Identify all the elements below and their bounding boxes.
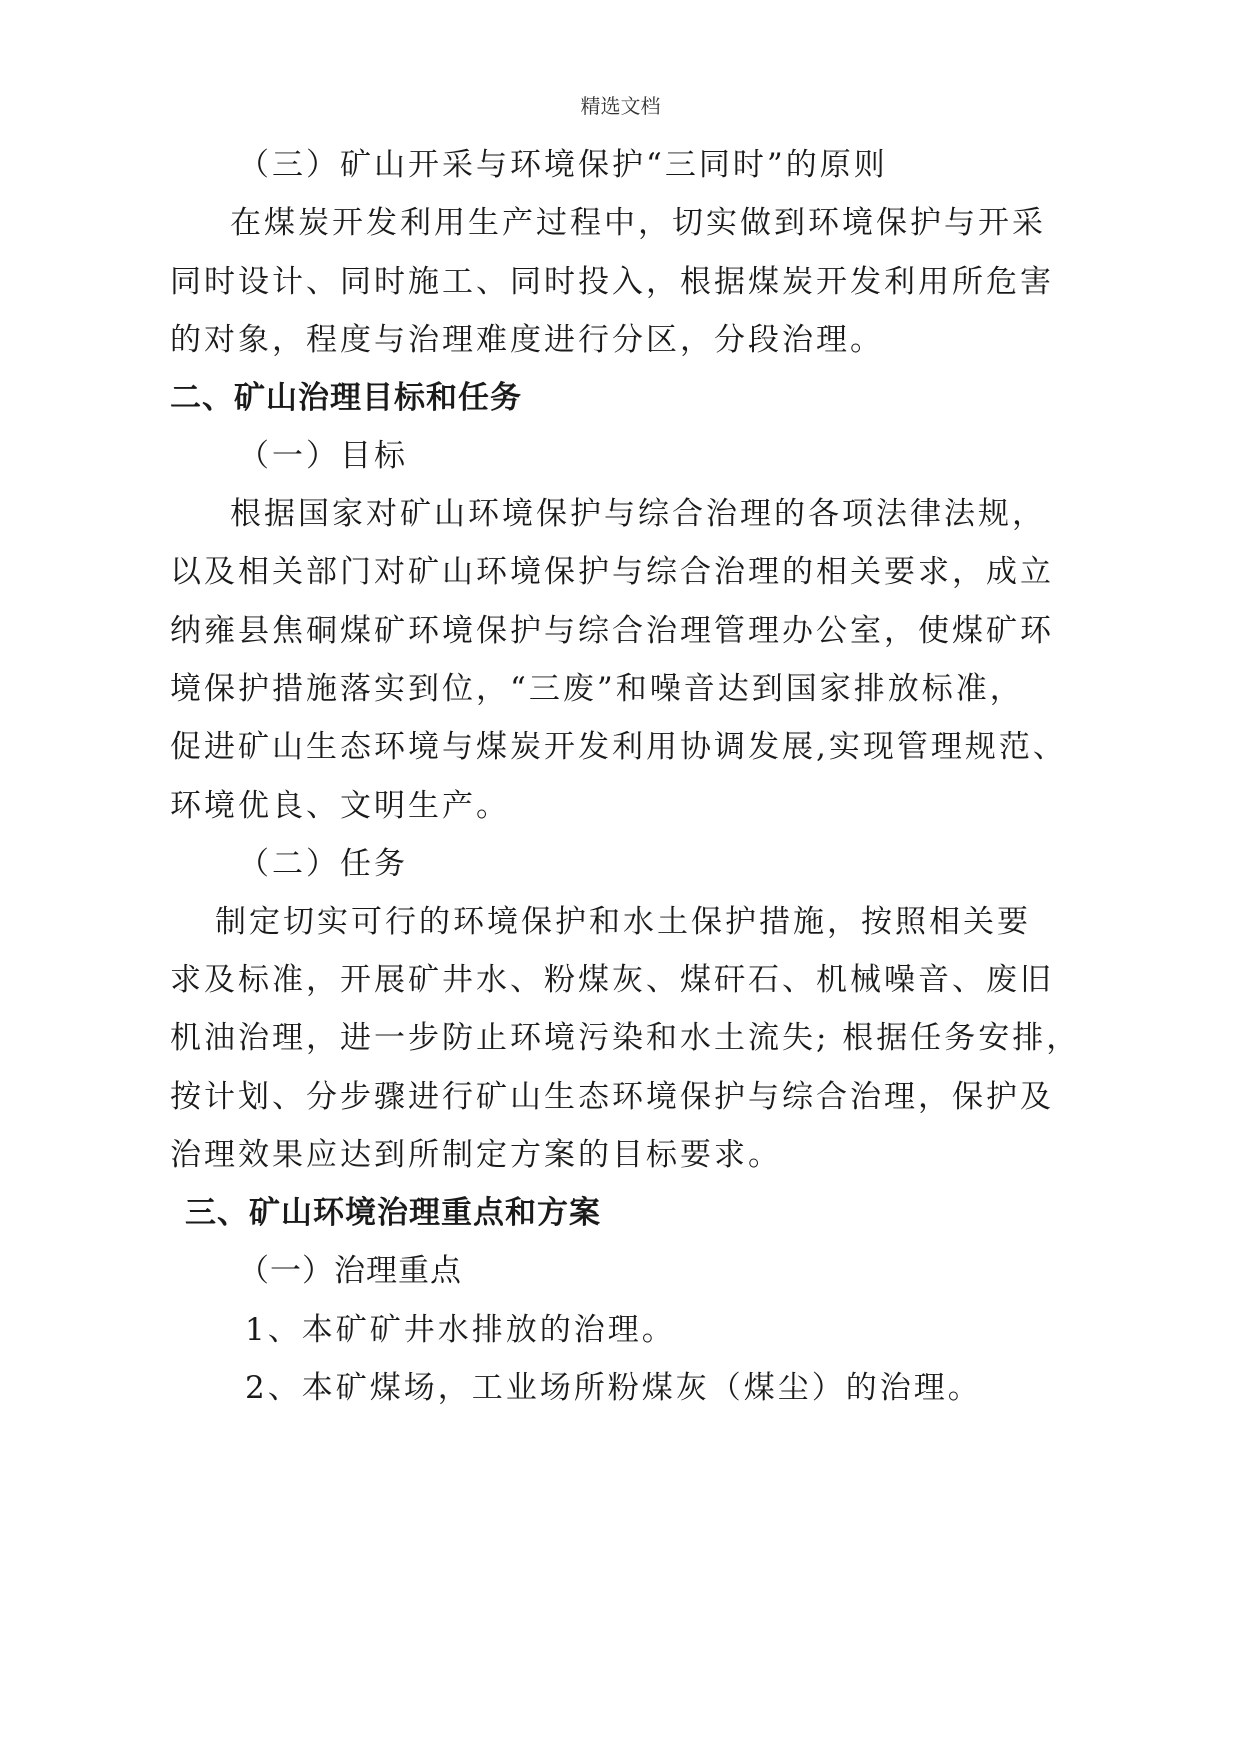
paragraph-line: 在煤炭开发利用生产过程中，切实做到环境保护与开采	[230, 205, 1046, 241]
paragraph-line: 制定切实可行的环境保护和水土保护措施，按照相关要	[215, 904, 1031, 940]
section-heading: 三、矿山环境治理重点和方案	[185, 1195, 601, 1231]
paragraph-line: 治理效果应达到所制定方案的目标要求。	[170, 1137, 782, 1173]
paragraph-line: 以及相关部门对矿山环境保护与综合治理的相关要求，成立	[170, 554, 1054, 590]
paragraph-line: 求及标准，开展矿井水、粉煤灰、煤矸石、机械噪音、废旧	[170, 962, 1054, 998]
paragraph-line: 环境优良、文明生产。	[170, 788, 510, 824]
paragraph-line: 按计划、分步骤进行矿山生态环境保护与综合治理，保护及	[170, 1079, 1054, 1115]
paragraph-line: 同时设计、同时施工、同时投入，根据煤炭开发利用所危害	[170, 264, 1054, 300]
paragraph-line: 纳雍县焦硐煤矿环境保护与综合治理管理办公室，使煤矿环	[170, 613, 1054, 649]
paragraph-line: 的对象，程度与治理难度进行分区，分段治理。	[170, 322, 884, 358]
section-title: （三）矿山开采与环境保护“三同时”的原则	[238, 147, 888, 183]
paragraph-line: 促进矿山生态环境与煤炭开发利用协调发展,实现管理规范、	[170, 729, 1067, 765]
section-heading: 二、矿山治理目标和任务	[170, 380, 522, 416]
subsection-title: （一）治理重点	[238, 1253, 462, 1289]
list-item: 1、本矿矿井水排放的治理。	[245, 1312, 676, 1348]
paragraph-line: 机油治理，进一步防止环境污染和水土流失; 根据任务安排，	[170, 1020, 1081, 1056]
paragraph-line: 境保护措施落实到位，“三废”和噪音达到国家排放标准，	[170, 671, 1024, 707]
subsection-title: （二）任务	[238, 846, 408, 882]
page-header: 精选文档	[580, 94, 661, 118]
paragraph-line: 根据国家对矿山环境保护与综合治理的各项法律法规，	[230, 496, 1046, 532]
list-item: 2、本矿煤场，工业场所粉煤灰（煤尘）的治理。	[245, 1370, 982, 1406]
subsection-title: （一）目标	[238, 438, 408, 474]
